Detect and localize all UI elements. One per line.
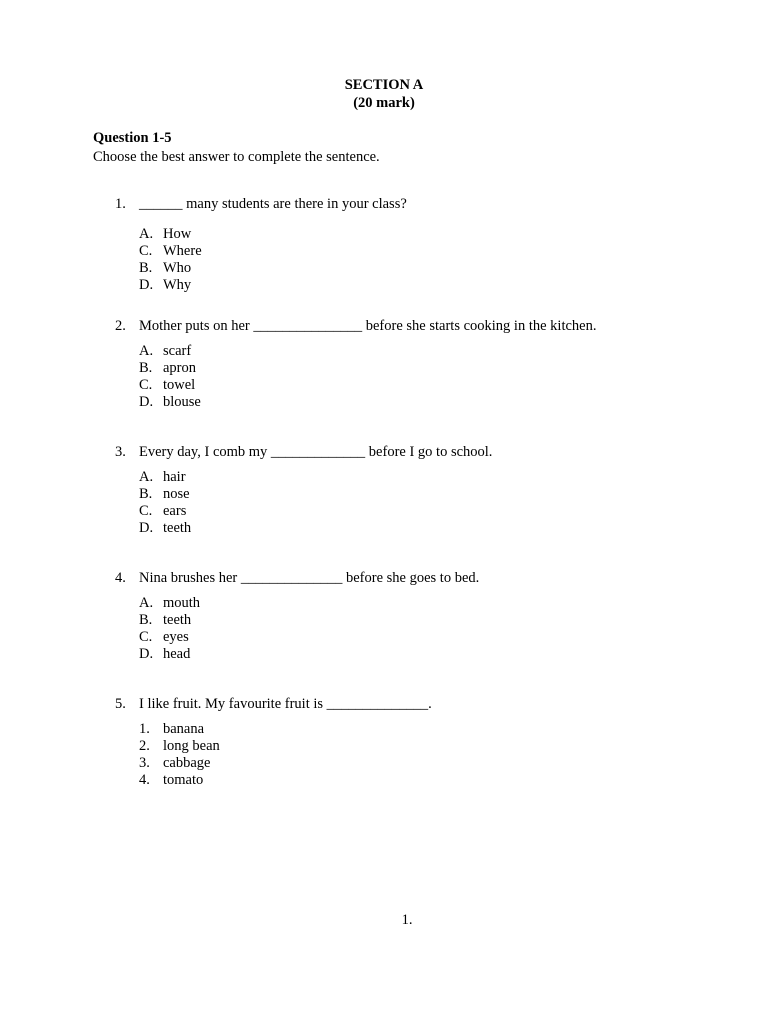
question-text: Nina brushes her ______________ before she goes to bed.	[139, 570, 480, 586]
option-item	[139, 503, 191, 520]
option-text: teeth	[163, 520, 192, 536]
option-text: Why	[163, 277, 192, 293]
option-text: ears	[163, 503, 187, 519]
option-item	[139, 226, 202, 243]
option-text: How	[163, 226, 192, 242]
question-number: 5.	[115, 696, 126, 712]
question-number: 2.	[115, 318, 126, 334]
option-letter: B.	[139, 612, 153, 628]
question-1-options	[139, 226, 202, 294]
option-text: long bean	[163, 738, 220, 754]
option-text: Where	[163, 243, 202, 259]
option-item	[139, 277, 202, 294]
section-heading	[0, 76, 768, 112]
question-text: Every day, I comb my _____________ before I go to school.	[139, 444, 493, 460]
option-text: scarf	[163, 343, 192, 359]
option-item	[139, 469, 191, 486]
option-letter: 3.	[139, 755, 150, 771]
option-letter: D.	[139, 520, 154, 536]
option-text: hair	[163, 469, 186, 485]
page-number: 1.	[401, 912, 413, 928]
option-letter: B.	[139, 360, 153, 376]
question-text: ______ many students are there in your class?	[139, 196, 407, 212]
option-text: apron	[163, 360, 197, 376]
option-text: Who	[163, 260, 192, 276]
option-letter: 1.	[139, 721, 150, 737]
option-item	[139, 629, 200, 646]
option-letter: C.	[139, 503, 153, 519]
option-letter: B.	[139, 486, 153, 502]
option-letter: A.	[139, 226, 154, 242]
option-text: cabbage	[163, 755, 211, 771]
option-item	[139, 260, 202, 277]
instruction-text: Choose the best answer to complete the sentence.	[93, 149, 380, 165]
question-number: 3.	[115, 444, 126, 460]
question-number: 1.	[115, 196, 126, 212]
option-letter: D.	[139, 277, 154, 293]
question-number: 4.	[115, 570, 126, 586]
option-text: tomato	[163, 772, 204, 788]
option-item	[139, 721, 220, 738]
option-item	[139, 486, 191, 503]
section-marks: (20 mark)	[353, 95, 415, 111]
option-letter: A.	[139, 469, 154, 485]
option-text: towel	[163, 377, 196, 393]
option-text: teeth	[163, 612, 192, 628]
question-text: I like fruit. My favourite fruit is ______________.	[139, 696, 432, 712]
option-text: eyes	[163, 629, 189, 645]
question-text: Mother puts on her _______________ before she starts cooking in the kitchen.	[139, 318, 597, 334]
question-2-options	[139, 343, 201, 411]
question-4	[115, 570, 479, 587]
option-item	[139, 738, 220, 755]
option-text: head	[163, 646, 191, 662]
option-letter: C.	[139, 243, 153, 259]
option-item	[139, 612, 200, 629]
option-letter: C.	[139, 377, 153, 393]
option-item	[139, 377, 201, 394]
option-letter: A.	[139, 343, 154, 359]
question-1	[115, 196, 407, 213]
option-letter: D.	[139, 394, 154, 410]
option-letter: 2.	[139, 738, 150, 754]
option-text: blouse	[163, 394, 201, 410]
option-item	[139, 595, 200, 612]
option-letter: A.	[139, 595, 154, 611]
question-3	[115, 444, 492, 461]
option-item	[139, 520, 191, 537]
option-item	[139, 394, 201, 411]
option-text: mouth	[163, 595, 201, 611]
option-item	[139, 360, 201, 377]
option-item	[139, 755, 220, 772]
option-item	[139, 343, 201, 360]
option-text: banana	[163, 721, 205, 737]
option-letter: D.	[139, 646, 154, 662]
option-text: nose	[163, 486, 190, 502]
option-letter: B.	[139, 260, 153, 276]
question-group-title: Question 1-5	[93, 130, 172, 146]
question-5-options	[139, 721, 220, 789]
option-item	[139, 243, 202, 260]
option-letter: C.	[139, 629, 153, 645]
option-letter: 4.	[139, 772, 150, 788]
option-item	[139, 646, 200, 663]
question-4-options	[139, 595, 200, 663]
question-5	[115, 696, 432, 713]
section-title: SECTION A	[344, 77, 424, 93]
option-item	[139, 772, 220, 789]
question-2	[115, 318, 596, 335]
question-3-options	[139, 469, 191, 537]
